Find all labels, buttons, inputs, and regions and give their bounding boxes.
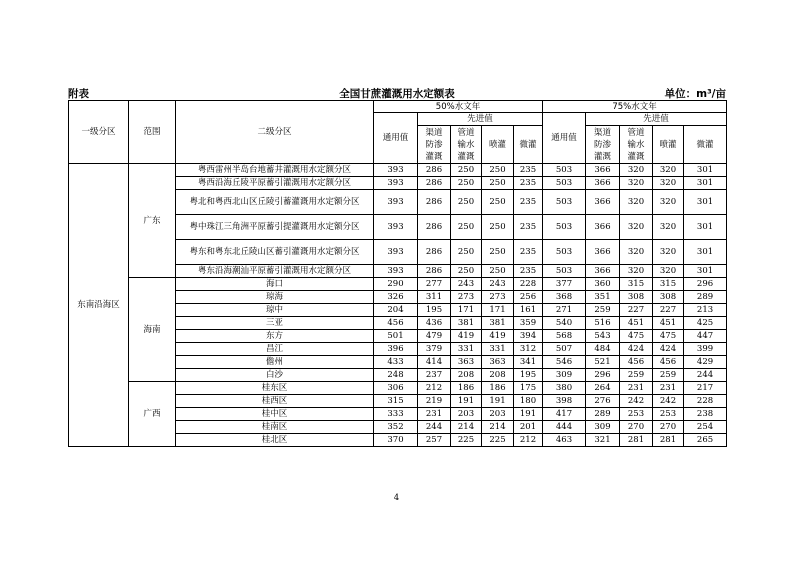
value-cell: 456 <box>374 317 418 330</box>
value-cell: 286 <box>418 215 451 240</box>
value-cell: 235 <box>514 215 543 240</box>
value-cell: 270 <box>653 421 684 434</box>
value-cell: 424 <box>620 343 653 356</box>
level2-zone-cell: 粤北和粤西北山区丘陵引蓄灌溉用水定额分区 <box>176 190 374 215</box>
col-freq75: 75%水文年 <box>543 101 727 113</box>
value-cell: 425 <box>684 317 727 330</box>
value-cell: 250 <box>451 240 482 265</box>
value-cell: 393 <box>374 265 418 278</box>
level2-zone-cell: 粤西雷州半岛台地蓄井灌溉用水定额分区 <box>176 164 374 177</box>
value-cell: 301 <box>684 215 727 240</box>
value-cell: 237 <box>418 369 451 382</box>
value-cell: 516 <box>586 317 620 330</box>
value-cell: 235 <box>514 177 543 190</box>
value-cell: 277 <box>418 278 451 291</box>
value-cell: 312 <box>514 343 543 356</box>
value-cell: 171 <box>451 304 482 317</box>
value-cell: 333 <box>374 408 418 421</box>
value-cell: 546 <box>543 356 586 369</box>
table-row <box>69 382 727 395</box>
value-cell: 315 <box>620 278 653 291</box>
value-cell: 398 <box>543 395 586 408</box>
value-cell: 414 <box>418 356 451 369</box>
value-cell: 244 <box>418 421 451 434</box>
value-cell: 250 <box>482 190 514 215</box>
value-cell: 259 <box>653 369 684 382</box>
value-cell: 366 <box>586 215 620 240</box>
value-cell: 360 <box>586 278 620 291</box>
value-cell: 436 <box>418 317 451 330</box>
col-advanced-50: 先进值 <box>418 113 543 126</box>
col-sprinkler-50: 喷灌 <box>482 126 514 164</box>
value-cell: 219 <box>418 395 451 408</box>
value-cell: 393 <box>374 177 418 190</box>
value-cell: 286 <box>418 177 451 190</box>
value-cell: 191 <box>482 395 514 408</box>
value-cell: 227 <box>620 304 653 317</box>
value-cell: 253 <box>620 408 653 421</box>
value-cell: 253 <box>653 408 684 421</box>
value-cell: 320 <box>620 177 653 190</box>
page-number: 4 <box>393 493 400 503</box>
value-cell: 503 <box>543 215 586 240</box>
value-cell: 380 <box>543 382 586 395</box>
value-cell: 286 <box>418 164 451 177</box>
value-cell: 238 <box>684 408 727 421</box>
value-cell: 451 <box>653 317 684 330</box>
col-level2: 二级分区 <box>176 101 374 164</box>
value-cell: 503 <box>543 190 586 215</box>
value-cell: 195 <box>514 369 543 382</box>
level2-zone-cell: 桂中区 <box>176 408 374 421</box>
value-cell: 451 <box>620 317 653 330</box>
col-sprinkler-75: 喷灌 <box>653 126 684 164</box>
table-header <box>68 86 726 100</box>
value-cell: 447 <box>684 330 727 343</box>
col-pipe-75: 管道 输水 灌溉 <box>620 126 653 164</box>
value-cell: 463 <box>543 434 586 447</box>
value-cell: 366 <box>586 164 620 177</box>
value-cell: 276 <box>586 395 620 408</box>
value-cell: 320 <box>620 164 653 177</box>
value-cell: 393 <box>374 240 418 265</box>
value-cell: 309 <box>543 369 586 382</box>
col-general-75: 通用值 <box>543 113 586 164</box>
level2-zone-cell: 东方 <box>176 330 374 343</box>
value-cell: 301 <box>684 190 727 215</box>
value-cell: 393 <box>374 215 418 240</box>
value-cell: 320 <box>653 177 684 190</box>
value-cell: 250 <box>451 164 482 177</box>
value-cell: 175 <box>514 382 543 395</box>
value-cell: 419 <box>451 330 482 343</box>
value-cell: 242 <box>653 395 684 408</box>
value-cell: 201 <box>514 421 543 434</box>
value-cell: 308 <box>653 291 684 304</box>
value-cell: 433 <box>374 356 418 369</box>
value-cell: 242 <box>620 395 653 408</box>
value-cell: 161 <box>514 304 543 317</box>
value-cell: 301 <box>684 240 727 265</box>
level2-zone-cell: 琼海 <box>176 291 374 304</box>
value-cell: 308 <box>620 291 653 304</box>
appendix-label: 附表 <box>68 88 89 100</box>
level2-zone-cell: 粤西沿海丘陵平原蓄引灌溉用水定额分区 <box>176 177 374 190</box>
level2-zone-cell: 海口 <box>176 278 374 291</box>
value-cell: 250 <box>451 177 482 190</box>
value-cell: 286 <box>418 265 451 278</box>
value-cell: 212 <box>418 382 451 395</box>
value-cell: 289 <box>684 291 727 304</box>
value-cell: 363 <box>451 356 482 369</box>
table-row <box>69 164 727 177</box>
col-level1: 一级分区 <box>69 101 129 164</box>
value-cell: 244 <box>684 369 727 382</box>
col-general-50: 通用值 <box>374 113 418 164</box>
value-cell: 259 <box>586 304 620 317</box>
value-cell: 296 <box>684 278 727 291</box>
value-cell: 273 <box>482 291 514 304</box>
value-cell: 180 <box>514 395 543 408</box>
value-cell: 315 <box>653 278 684 291</box>
value-cell: 320 <box>620 240 653 265</box>
value-cell: 393 <box>374 190 418 215</box>
value-cell: 363 <box>482 356 514 369</box>
value-cell: 321 <box>586 434 620 447</box>
level2-zone-cell: 粤中珠江三角洲平原蓄引提灌溉用水定额分区 <box>176 215 374 240</box>
value-cell: 228 <box>514 278 543 291</box>
value-cell: 475 <box>653 330 684 343</box>
level2-zone-cell: 桂西区 <box>176 395 374 408</box>
value-cell: 256 <box>514 291 543 304</box>
value-cell: 540 <box>543 317 586 330</box>
value-cell: 265 <box>684 434 727 447</box>
value-cell: 250 <box>482 265 514 278</box>
value-cell: 320 <box>653 215 684 240</box>
value-cell: 231 <box>418 408 451 421</box>
value-cell: 320 <box>653 190 684 215</box>
value-cell: 259 <box>620 369 653 382</box>
value-cell: 366 <box>586 240 620 265</box>
level2-zone-cell: 白沙 <box>176 369 374 382</box>
value-cell: 231 <box>653 382 684 395</box>
value-cell: 290 <box>374 278 418 291</box>
value-cell: 301 <box>684 177 727 190</box>
value-cell: 359 <box>514 317 543 330</box>
value-cell: 186 <box>451 382 482 395</box>
level2-zone-cell: 粤东沿海潮汕平原蓄引灌溉用水定额分区 <box>176 265 374 278</box>
value-cell: 225 <box>451 434 482 447</box>
table-title: 全国甘蔗灌溉用水定额表 <box>339 88 455 100</box>
value-cell: 254 <box>684 421 727 434</box>
value-cell: 503 <box>543 164 586 177</box>
value-cell: 501 <box>374 330 418 343</box>
value-cell: 208 <box>451 369 482 382</box>
value-cell: 204 <box>374 304 418 317</box>
value-cell: 368 <box>543 291 586 304</box>
value-cell: 250 <box>482 215 514 240</box>
value-cell: 264 <box>586 382 620 395</box>
value-cell: 507 <box>543 343 586 356</box>
value-cell: 320 <box>653 240 684 265</box>
value-cell: 225 <box>482 434 514 447</box>
value-cell: 250 <box>482 177 514 190</box>
value-cell: 235 <box>514 265 543 278</box>
scope-cell: 广东 <box>129 164 176 278</box>
value-cell: 281 <box>620 434 653 447</box>
value-cell: 444 <box>543 421 586 434</box>
level2-zone-cell: 琼中 <box>176 304 374 317</box>
scope-cell: 广西 <box>129 382 176 447</box>
value-cell: 352 <box>374 421 418 434</box>
value-cell: 243 <box>451 278 482 291</box>
value-cell: 301 <box>684 265 727 278</box>
value-cell: 228 <box>684 395 727 408</box>
value-cell: 320 <box>620 190 653 215</box>
value-cell: 366 <box>586 265 620 278</box>
value-cell: 399 <box>684 343 727 356</box>
level2-zone-cell: 粤东和粤东北丘陵山区蓄引灌溉用水定额分区 <box>176 240 374 265</box>
value-cell: 424 <box>653 343 684 356</box>
value-cell: 503 <box>543 177 586 190</box>
value-cell: 394 <box>514 330 543 343</box>
value-cell: 306 <box>374 382 418 395</box>
value-cell: 381 <box>451 317 482 330</box>
value-cell: 484 <box>586 343 620 356</box>
value-cell: 213 <box>684 304 727 317</box>
value-cell: 248 <box>374 369 418 382</box>
col-micro-75: 微灌 <box>684 126 727 164</box>
value-cell: 250 <box>482 240 514 265</box>
value-cell: 419 <box>482 330 514 343</box>
value-cell: 381 <box>482 317 514 330</box>
value-cell: 235 <box>514 240 543 265</box>
col-advanced-75: 先进值 <box>586 113 727 126</box>
value-cell: 366 <box>586 190 620 215</box>
value-cell: 250 <box>451 265 482 278</box>
value-cell: 286 <box>418 190 451 215</box>
value-cell: 341 <box>514 356 543 369</box>
value-cell: 503 <box>543 265 586 278</box>
value-cell: 214 <box>451 421 482 434</box>
value-cell: 326 <box>374 291 418 304</box>
value-cell: 273 <box>451 291 482 304</box>
value-cell: 311 <box>418 291 451 304</box>
value-cell: 393 <box>374 164 418 177</box>
value-cell: 475 <box>620 330 653 343</box>
value-cell: 195 <box>418 304 451 317</box>
value-cell: 320 <box>620 215 653 240</box>
table-row <box>69 278 727 291</box>
value-cell: 296 <box>586 369 620 382</box>
col-scope: 范围 <box>129 101 176 164</box>
value-cell: 417 <box>543 408 586 421</box>
value-cell: 214 <box>482 421 514 434</box>
value-cell: 503 <box>543 240 586 265</box>
value-cell: 281 <box>653 434 684 447</box>
value-cell: 212 <box>514 434 543 447</box>
quota-table <box>68 100 727 447</box>
value-cell: 315 <box>374 395 418 408</box>
level2-zone-cell: 桂北区 <box>176 434 374 447</box>
value-cell: 320 <box>653 265 684 278</box>
value-cell: 203 <box>451 408 482 421</box>
col-canal-50: 渠道 防渗 灌溉 <box>418 126 451 164</box>
level2-zone-cell: 儋州 <box>176 356 374 369</box>
value-cell: 456 <box>653 356 684 369</box>
value-cell: 301 <box>684 164 727 177</box>
value-cell: 379 <box>418 343 451 356</box>
value-cell: 271 <box>543 304 586 317</box>
value-cell: 250 <box>451 215 482 240</box>
value-cell: 370 <box>374 434 418 447</box>
value-cell: 309 <box>586 421 620 434</box>
unit-label: 单位：m³/亩 <box>664 88 726 100</box>
value-cell: 351 <box>586 291 620 304</box>
value-cell: 289 <box>586 408 620 421</box>
value-cell: 270 <box>620 421 653 434</box>
value-cell: 217 <box>684 382 727 395</box>
level2-zone-cell: 昌江 <box>176 343 374 356</box>
col-freq50: 50%水文年 <box>374 101 543 113</box>
value-cell: 377 <box>543 278 586 291</box>
value-cell: 171 <box>482 304 514 317</box>
value-cell: 429 <box>684 356 727 369</box>
scope-cell: 海南 <box>129 278 176 382</box>
value-cell: 396 <box>374 343 418 356</box>
value-cell: 243 <box>482 278 514 291</box>
value-cell: 366 <box>586 177 620 190</box>
value-cell: 191 <box>451 395 482 408</box>
value-cell: 543 <box>586 330 620 343</box>
value-cell: 191 <box>514 408 543 421</box>
value-cell: 479 <box>418 330 451 343</box>
value-cell: 186 <box>482 382 514 395</box>
value-cell: 203 <box>482 408 514 421</box>
value-cell: 320 <box>653 164 684 177</box>
value-cell: 257 <box>418 434 451 447</box>
value-cell: 320 <box>620 265 653 278</box>
value-cell: 331 <box>451 343 482 356</box>
level2-zone-cell: 桂南区 <box>176 421 374 434</box>
value-cell: 235 <box>514 164 543 177</box>
value-cell: 208 <box>482 369 514 382</box>
value-cell: 227 <box>653 304 684 317</box>
level2-zone-cell: 桂东区 <box>176 382 374 395</box>
level2-zone-cell: 三亚 <box>176 317 374 330</box>
table-body <box>69 164 727 447</box>
value-cell: 250 <box>451 190 482 215</box>
col-canal-75: 渠道 防渗 灌溉 <box>586 126 620 164</box>
value-cell: 456 <box>620 356 653 369</box>
value-cell: 568 <box>543 330 586 343</box>
level1-zone-cell: 东南沿海区 <box>69 164 129 447</box>
col-micro-50: 微灌 <box>514 126 543 164</box>
col-pipe-50: 管道 输水 灌溉 <box>451 126 482 164</box>
value-cell: 286 <box>418 240 451 265</box>
value-cell: 235 <box>514 190 543 215</box>
value-cell: 331 <box>482 343 514 356</box>
value-cell: 250 <box>482 164 514 177</box>
value-cell: 521 <box>586 356 620 369</box>
value-cell: 231 <box>620 382 653 395</box>
